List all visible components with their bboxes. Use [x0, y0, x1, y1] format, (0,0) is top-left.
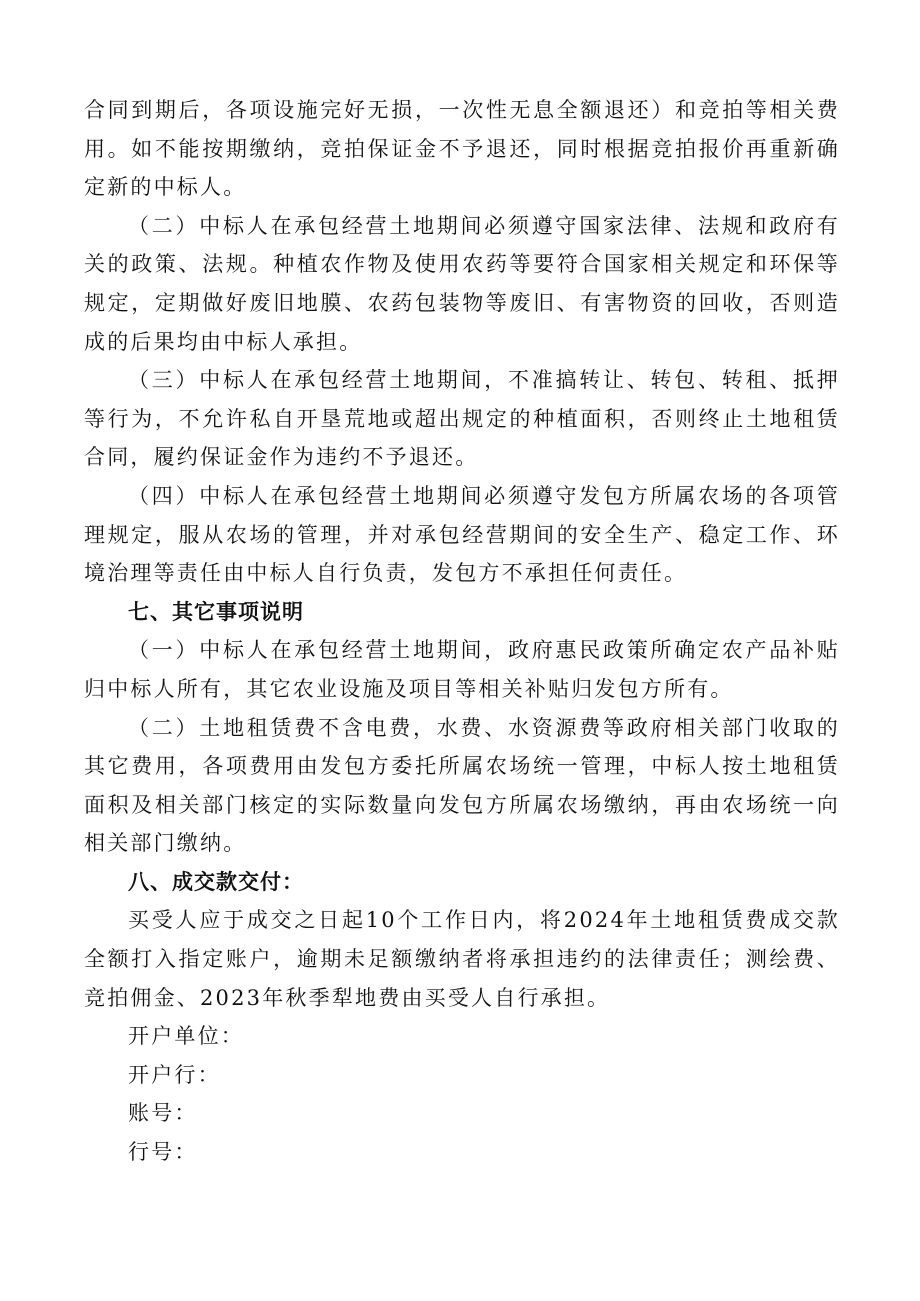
account-unit-field: 开户单位：	[128, 1024, 244, 1049]
paragraph-item-3: （三）中标人在承包经营土地期间，不准搞转让、转包、转租、抵押等行为，不允许私自开垦荒地或超出规定的种植面积，否则终止土地租赁合同，履约保证金作为违约不予退还。	[84, 368, 840, 470]
bank-field: 开户行：	[128, 1062, 221, 1087]
document-page	[84, 91, 840, 1172]
section-7-item-1: （一）中标人在承包经营土地期间，政府惠民政策所确定农产品补贴归中标人所有，其它农业设施及项目等相关补贴归发包方所有。	[84, 638, 840, 701]
account-number-field: 账号：	[128, 1101, 198, 1126]
paragraph-continuation: 合同到期后，各项设施完好无损，一次性无息全额退还）和竞拍等相关费用。如不能按期缴纳，竞拍保证金不予退还，同时根据竞拍报价再重新确定新的中标人。	[84, 98, 840, 200]
section-7-item-2: （二）土地租赁费不含电费，水费、水资源费等政府相关部门收取的其它费用，各项费用由发包方委托所属农场统一管理，中标人按土地租赁面积及相关部门核定的实际数量向发包方所属农场缴纳，再由农场统一向相关部门缴纳。	[84, 715, 840, 856]
paragraph-item-2: （二）中标人在承包经营土地期间必须遵守国家法律、法规和政府有关的政策、法规。种植农作物及使用农药等要符合国家相关规定和环保等规定，定期做好废旧地膜、农药包装物等废旧、有害物资的回收，否则造成的后果均由中标人承担。	[84, 213, 840, 354]
section-7-heading: 七、其它事项说明	[128, 599, 304, 624]
paragraph-item-4: （四）中标人在承包经营土地期间必须遵守发包方所属农场的各项管理规定，服从农场的管理，并对承包经营期间的安全生产、稳定工作、环境治理等责任由中标人自行负责，发包方不承担任何责任。	[84, 483, 840, 586]
section-8-heading: 八、成交款交付：	[128, 869, 304, 894]
section-8-body: 买受人应于成交之日起10个工作日内，将2024年土地租赁费成交款全额打入指定账户，逾期未足额缴纳者将承担违约的法律责任；测绘费、竞拍佣金、2023年秋季犁地费由买受人自行承担。	[84, 908, 840, 1010]
bank-number-field: 行号：	[128, 1140, 198, 1165]
